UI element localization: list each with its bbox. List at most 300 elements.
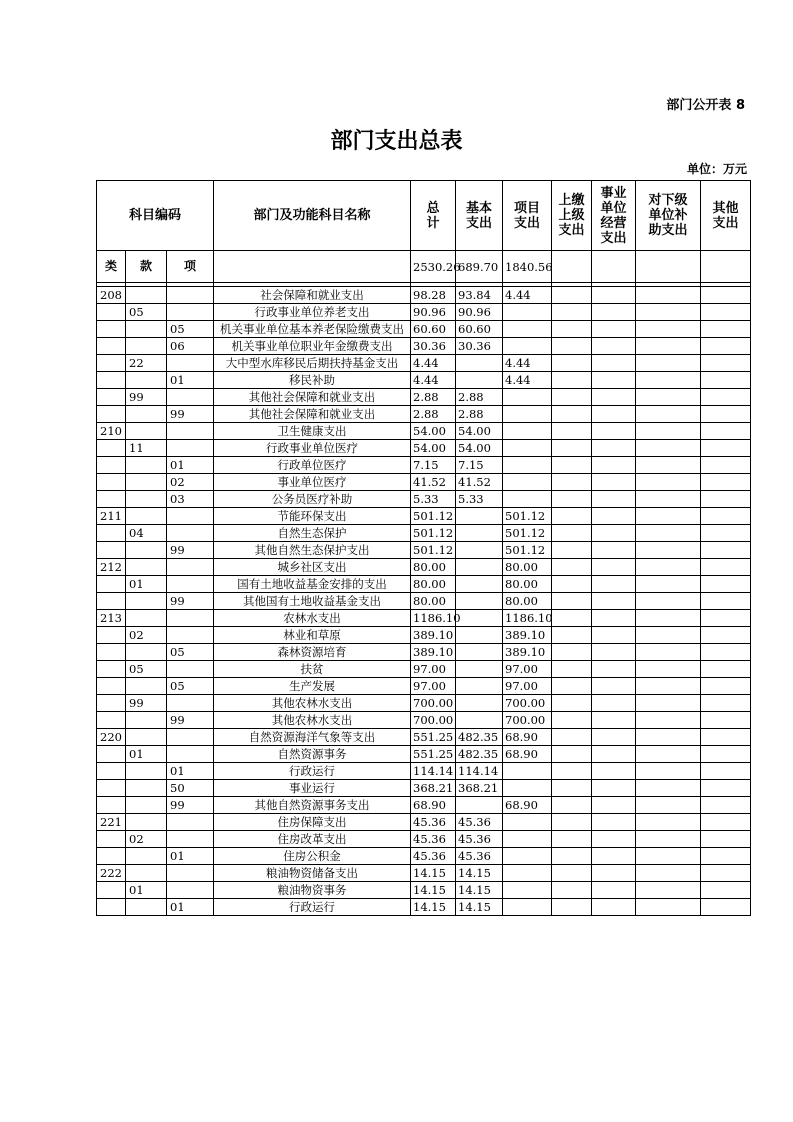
row-other: [701, 576, 751, 593]
row-lei: [97, 678, 126, 695]
table-row: [97, 457, 751, 474]
row-business: [592, 695, 636, 712]
row-subsidy: [636, 355, 701, 372]
row-basic: [456, 355, 503, 372]
row-upper: [552, 746, 592, 763]
row-other: [701, 814, 751, 831]
row-xiang: 02: [167, 474, 214, 491]
row-total: 700.00: [411, 712, 456, 729]
row-business: [592, 440, 636, 457]
row-total: 4.44: [411, 355, 456, 372]
row-upper: [552, 508, 592, 525]
row-business: [592, 355, 636, 372]
row-name: 粮油物资事务: [214, 882, 411, 899]
row-kuan: 22: [126, 355, 167, 372]
row-name: 移民补助: [214, 372, 411, 389]
row-upper: [552, 712, 592, 729]
row-business: [592, 831, 636, 848]
row-total: 2.88: [411, 389, 456, 406]
row-name: 机关事业单位基本养老保险缴费支出: [214, 321, 411, 338]
table-row: [97, 406, 751, 423]
row-kuan: [126, 593, 167, 610]
row-subsidy: [636, 372, 701, 389]
row-basic: [456, 372, 503, 389]
table-row: [97, 712, 751, 729]
row-name: 扶贫: [214, 661, 411, 678]
row-lei: [97, 304, 126, 321]
row-project: [503, 423, 552, 440]
row-xiang: 99: [167, 593, 214, 610]
row-business: [592, 576, 636, 593]
row-upper: [552, 729, 592, 746]
row-other: [701, 848, 751, 865]
row-xiang: 06: [167, 338, 214, 355]
row-kuan: 99: [126, 695, 167, 712]
row-name: 其他社会保障和就业支出: [214, 406, 411, 423]
row-upper: [552, 678, 592, 695]
row-upper: [552, 338, 592, 355]
row-kuan: [126, 491, 167, 508]
row-lei: [97, 525, 126, 542]
row-kuan: 02: [126, 831, 167, 848]
row-upper: [552, 457, 592, 474]
table-row: [97, 304, 751, 321]
expenditure-table: [96, 180, 751, 916]
row-kuan: 04: [126, 525, 167, 542]
row-total: 1186.10: [411, 610, 456, 627]
table-row: [97, 661, 751, 678]
row-basic: [456, 559, 503, 576]
row-name: 自然资源海洋气象等支出: [214, 729, 411, 746]
row-xiang: [167, 695, 214, 712]
table-row: [97, 746, 751, 763]
header-total: 总 计: [411, 181, 456, 251]
row-business: [592, 474, 636, 491]
row-xiang: 99: [167, 542, 214, 559]
row-xiang: [167, 525, 214, 542]
row-business: [592, 848, 636, 865]
row-total: 80.00: [411, 576, 456, 593]
row-other: [701, 695, 751, 712]
row-kuan: [126, 780, 167, 797]
row-subsidy: [636, 474, 701, 491]
row-project: [503, 831, 552, 848]
row-basic: 368.21: [456, 780, 503, 797]
table-number-tag: 部门公开表 8: [666, 98, 745, 113]
row-subsidy: [636, 780, 701, 797]
row-kuan: [126, 321, 167, 338]
row-project: 501.12: [503, 508, 552, 525]
row-lei: [97, 474, 126, 491]
header-lei: 类: [97, 251, 126, 283]
header-subject-code: 科目编码: [97, 181, 214, 251]
row-project: 700.00: [503, 695, 552, 712]
row-subsidy: [636, 542, 701, 559]
row-other: [701, 797, 751, 814]
row-basic: 30.36: [456, 338, 503, 355]
row-basic: [456, 695, 503, 712]
table-row: [97, 848, 751, 865]
row-lei: [97, 644, 126, 661]
row-basic: [456, 593, 503, 610]
row-name: 事业运行: [214, 780, 411, 797]
table-row: [97, 610, 751, 627]
row-name: 自然资源事务: [214, 746, 411, 763]
row-lei: 212: [97, 559, 126, 576]
row-upper: [552, 287, 592, 304]
row-lei: [97, 695, 126, 712]
row-project: 389.10: [503, 627, 552, 644]
row-other: [701, 712, 751, 729]
table-row: [97, 559, 751, 576]
row-other: [701, 525, 751, 542]
row-other: [701, 865, 751, 882]
row-xiang: [167, 729, 214, 746]
row-kuan: [126, 678, 167, 695]
row-upper: [552, 627, 592, 644]
row-total: 45.36: [411, 848, 456, 865]
row-xiang: [167, 610, 214, 627]
row-name: 其他自然生态保护支出: [214, 542, 411, 559]
header-kuan: 款: [126, 251, 167, 283]
row-name: 其他农林水支出: [214, 695, 411, 712]
row-kuan: [126, 848, 167, 865]
row-xiang: [167, 559, 214, 576]
row-other: [701, 287, 751, 304]
row-subsidy: [636, 797, 701, 814]
row-business: [592, 338, 636, 355]
row-business: [592, 899, 636, 916]
row-basic: [456, 627, 503, 644]
row-basic: 90.96: [456, 304, 503, 321]
row-upper: [552, 814, 592, 831]
row-upper: [552, 491, 592, 508]
row-upper: [552, 474, 592, 491]
row-kuan: [126, 406, 167, 423]
row-project: [503, 763, 552, 780]
summary-project: 1840.56: [503, 251, 552, 283]
table-row: [97, 780, 751, 797]
row-xiang: 01: [167, 899, 214, 916]
row-xiang: [167, 576, 214, 593]
table-row: [97, 440, 751, 457]
row-subsidy: [636, 695, 701, 712]
row-name: 国有土地收益基金安排的支出: [214, 576, 411, 593]
row-basic: 45.36: [456, 848, 503, 865]
table-row: [97, 389, 751, 406]
row-project: 97.00: [503, 678, 552, 695]
row-basic: 114.14: [456, 763, 503, 780]
row-project: 68.90: [503, 797, 552, 814]
row-project: 501.12: [503, 542, 552, 559]
row-xiang: 50: [167, 780, 214, 797]
unit-label: 单位：万元: [686, 162, 747, 176]
row-kuan: [126, 797, 167, 814]
row-project: 68.90: [503, 729, 552, 746]
row-lei: 213: [97, 610, 126, 627]
row-business: [592, 525, 636, 542]
table-row: [97, 525, 751, 542]
row-other: [701, 593, 751, 610]
table-row: [97, 814, 751, 831]
row-other: [701, 729, 751, 746]
row-subsidy: [636, 814, 701, 831]
row-kuan: 02: [126, 627, 167, 644]
row-other: [701, 338, 751, 355]
row-other: [701, 780, 751, 797]
row-total: 7.15: [411, 457, 456, 474]
row-business: [592, 865, 636, 882]
row-project: [503, 899, 552, 916]
row-subsidy: [636, 406, 701, 423]
row-xiang: 01: [167, 848, 214, 865]
row-project: 4.44: [503, 287, 552, 304]
row-other: [701, 321, 751, 338]
row-upper: [552, 559, 592, 576]
row-upper: [552, 389, 592, 406]
row-lei: 210: [97, 423, 126, 440]
row-upper: [552, 644, 592, 661]
row-total: 45.36: [411, 831, 456, 848]
row-lei: [97, 763, 126, 780]
row-project: [503, 304, 552, 321]
table-row: [97, 491, 751, 508]
row-total: 551.25: [411, 746, 456, 763]
row-name: 事业单位医疗: [214, 474, 411, 491]
row-total: 14.15: [411, 882, 456, 899]
row-subsidy: [636, 712, 701, 729]
row-upper: [552, 304, 592, 321]
row-lei: [97, 321, 126, 338]
row-lei: [97, 372, 126, 389]
row-lei: [97, 882, 126, 899]
row-project: 389.10: [503, 644, 552, 661]
row-xiang: 01: [167, 372, 214, 389]
row-name: 林业和草原: [214, 627, 411, 644]
row-basic: 41.52: [456, 474, 503, 491]
table-row: [97, 542, 751, 559]
row-subsidy: [636, 304, 701, 321]
row-kuan: [126, 899, 167, 916]
row-project: [503, 882, 552, 899]
row-total: 368.21: [411, 780, 456, 797]
row-subsidy: [636, 865, 701, 882]
row-lei: [97, 627, 126, 644]
row-total: 45.36: [411, 814, 456, 831]
row-subsidy: [636, 899, 701, 916]
row-kuan: [126, 712, 167, 729]
row-subsidy: [636, 644, 701, 661]
row-upper: [552, 831, 592, 848]
row-xiang: 05: [167, 321, 214, 338]
row-lei: 208: [97, 287, 126, 304]
row-other: [701, 610, 751, 627]
row-basic: [456, 542, 503, 559]
row-business: [592, 797, 636, 814]
row-xiang: [167, 389, 214, 406]
row-subsidy: [636, 746, 701, 763]
row-project: 4.44: [503, 355, 552, 372]
row-business: [592, 491, 636, 508]
row-total: 4.44: [411, 372, 456, 389]
row-business: [592, 457, 636, 474]
row-xiang: [167, 746, 214, 763]
row-xiang: [167, 627, 214, 644]
row-subsidy: [636, 321, 701, 338]
row-kuan: 01: [126, 576, 167, 593]
row-business: [592, 644, 636, 661]
row-upper: [552, 797, 592, 814]
row-subsidy: [636, 610, 701, 627]
row-upper: [552, 593, 592, 610]
row-name: 节能环保支出: [214, 508, 411, 525]
row-xiang: 05: [167, 678, 214, 695]
table-row: [97, 797, 751, 814]
row-upper: [552, 372, 592, 389]
row-basic: 2.88: [456, 389, 503, 406]
row-basic: [456, 678, 503, 695]
row-other: [701, 406, 751, 423]
row-business: [592, 882, 636, 899]
row-lei: [97, 355, 126, 372]
row-project: [503, 474, 552, 491]
row-business: [592, 321, 636, 338]
row-subsidy: [636, 848, 701, 865]
row-project: [503, 338, 552, 355]
row-business: [592, 423, 636, 440]
row-subsidy: [636, 831, 701, 848]
row-project: 80.00: [503, 559, 552, 576]
row-subsidy: [636, 593, 701, 610]
row-total: 98.28: [411, 287, 456, 304]
row-xiang: 01: [167, 763, 214, 780]
row-other: [701, 389, 751, 406]
row-upper: [552, 355, 592, 372]
row-basic: [456, 508, 503, 525]
row-business: [592, 559, 636, 576]
row-subsidy: [636, 576, 701, 593]
row-business: [592, 542, 636, 559]
row-business: [592, 287, 636, 304]
row-subsidy: [636, 491, 701, 508]
row-lei: [97, 389, 126, 406]
row-name: 行政运行: [214, 763, 411, 780]
row-total: 389.10: [411, 627, 456, 644]
row-project: 700.00: [503, 712, 552, 729]
row-subsidy: [636, 423, 701, 440]
row-total: 97.00: [411, 678, 456, 695]
row-name: 卫生健康支出: [214, 423, 411, 440]
row-project: [503, 491, 552, 508]
row-business: [592, 661, 636, 678]
row-name: 行政单位医疗: [214, 457, 411, 474]
row-project: 80.00: [503, 593, 552, 610]
table-row: [97, 338, 751, 355]
row-kuan: [126, 372, 167, 389]
row-lei: 222: [97, 865, 126, 882]
row-project: 80.00: [503, 576, 552, 593]
row-other: [701, 559, 751, 576]
row-xiang: 99: [167, 797, 214, 814]
row-total: 54.00: [411, 440, 456, 457]
row-total: 90.96: [411, 304, 456, 321]
row-basic: 54.00: [456, 440, 503, 457]
row-total: 114.14: [411, 763, 456, 780]
row-subsidy: [636, 559, 701, 576]
row-business: [592, 763, 636, 780]
row-total: 80.00: [411, 593, 456, 610]
row-project: [503, 848, 552, 865]
table-row: [97, 695, 751, 712]
row-total: 80.00: [411, 559, 456, 576]
row-subsidy: [636, 389, 701, 406]
row-name: 住房公积金: [214, 848, 411, 865]
summary-upper: [552, 251, 592, 283]
row-project: [503, 780, 552, 797]
row-project: [503, 406, 552, 423]
row-total: 2.88: [411, 406, 456, 423]
row-subsidy: [636, 457, 701, 474]
row-business: [592, 508, 636, 525]
row-name: 其他社会保障和就业支出: [214, 389, 411, 406]
row-project: 4.44: [503, 372, 552, 389]
row-xiang: [167, 304, 214, 321]
row-xiang: [167, 661, 214, 678]
row-upper: [552, 780, 592, 797]
row-xiang: [167, 423, 214, 440]
row-subsidy: [636, 338, 701, 355]
row-lei: [97, 661, 126, 678]
row-total: 14.15: [411, 899, 456, 916]
row-other: [701, 831, 751, 848]
table-row: [97, 763, 751, 780]
row-business: [592, 729, 636, 746]
row-lei: [97, 746, 126, 763]
row-kuan: 05: [126, 304, 167, 321]
summary-name-cell: [214, 251, 411, 283]
row-xiang: [167, 287, 214, 304]
row-project: [503, 814, 552, 831]
row-business: [592, 610, 636, 627]
row-business: [592, 678, 636, 695]
row-name: 住房改革支出: [214, 831, 411, 848]
row-lei: [97, 542, 126, 559]
row-basic: [456, 712, 503, 729]
row-kuan: [126, 559, 167, 576]
row-upper: [552, 542, 592, 559]
row-xiang: [167, 865, 214, 882]
row-lei: [97, 406, 126, 423]
row-kuan: [126, 457, 167, 474]
header-upper: 上缴 上级 支出: [552, 181, 592, 251]
row-upper: [552, 321, 592, 338]
row-kuan: 99: [126, 389, 167, 406]
row-subsidy: [636, 287, 701, 304]
row-name: 行政运行: [214, 899, 411, 916]
row-kuan: [126, 508, 167, 525]
table-row: [97, 287, 751, 304]
row-lei: [97, 848, 126, 865]
row-project: [503, 457, 552, 474]
row-total: 501.12: [411, 542, 456, 559]
summary-basic: 689.70: [456, 251, 503, 283]
summary-business: [592, 251, 636, 283]
header-xiang: 项: [167, 251, 214, 283]
row-name: 行政事业单位养老支出: [214, 304, 411, 321]
row-subsidy: [636, 678, 701, 695]
row-basic: [456, 797, 503, 814]
row-kuan: 05: [126, 661, 167, 678]
